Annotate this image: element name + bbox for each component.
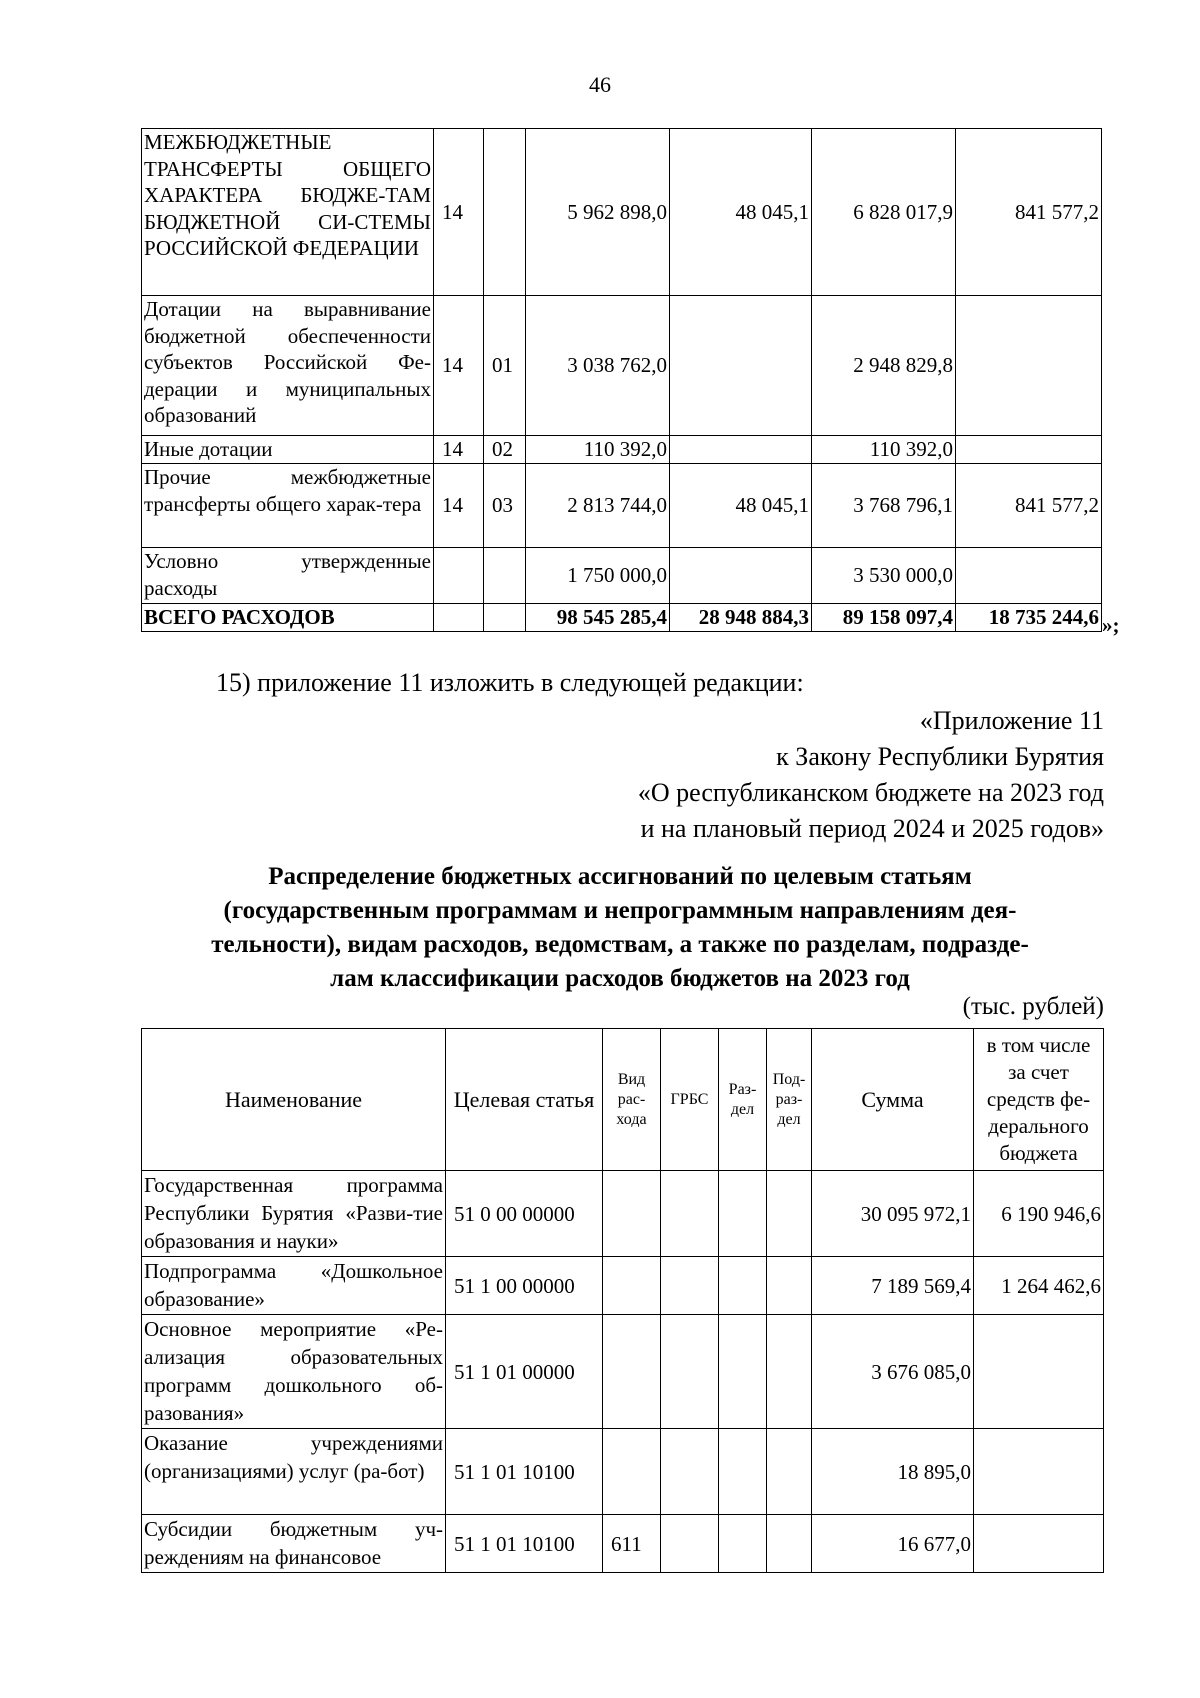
row-podrazdel	[767, 1171, 812, 1257]
row-name: Основное мероприятие «Ре-ализация образовательных программ дошкольного об-разования»	[142, 1315, 446, 1429]
row-razdel	[719, 1257, 767, 1315]
header-razdel-line: Раз-	[728, 1080, 757, 1098]
row-sum: 3 676 085,0	[812, 1315, 974, 1429]
row-value-1: 3 038 762,0	[526, 296, 670, 436]
row-value-4	[956, 436, 1102, 464]
row-value-3: 110 392,0	[812, 436, 956, 464]
budget-table-sections	[141, 128, 1102, 632]
total-value-3: 89 158 097,4	[812, 604, 956, 632]
row-value-1: 1 750 000,0	[526, 548, 670, 604]
row-name: Субсидии бюджетным уч-реждениям на финансовое	[142, 1515, 446, 1573]
row-name: Иные дотации	[142, 436, 434, 464]
table-row	[142, 1257, 1104, 1315]
row-section: 14	[434, 129, 484, 296]
header-podrazdel	[767, 1029, 812, 1171]
row-section: 14	[434, 436, 484, 464]
header-razdel-line: дел	[730, 1100, 755, 1118]
total-value-2: 28 948 884,3	[670, 604, 812, 632]
budget-table-targets	[141, 1028, 1104, 1573]
row-subsection: 01	[484, 296, 526, 436]
row-sum: 16 677,0	[812, 1515, 974, 1573]
row-federal	[974, 1515, 1104, 1573]
table-row	[142, 436, 1102, 464]
row-vid	[603, 1171, 661, 1257]
row-section: 14	[434, 296, 484, 436]
row-grbs	[661, 1515, 719, 1573]
row-federal	[974, 1429, 1104, 1515]
total-value-1: 98 545 285,4	[526, 604, 670, 632]
header-sum: Сумма	[812, 1029, 974, 1171]
title-line-3: тельности), видам расходов, ведомствам, а также по разделам, подразде-	[211, 931, 1029, 958]
header-federal	[974, 1029, 1104, 1171]
header-federal-line: за счет	[1008, 1060, 1069, 1084]
title-line-2: (государственным программам и непрограммным направлениям дея-	[223, 897, 1017, 924]
row-grbs	[661, 1171, 719, 1257]
header-federal-line: в том числе	[986, 1033, 1091, 1057]
row-subsection	[484, 129, 526, 296]
row-value-3: 3 530 000,0	[812, 548, 956, 604]
row-name: Прочие межбюджетные трансферты общего харак-тера	[142, 464, 434, 548]
row-value-3: 2 948 829,8	[812, 296, 956, 436]
row-razdel	[719, 1315, 767, 1429]
row-name: Подпрограмма «Дошкольное образование»	[142, 1257, 446, 1315]
total-row	[142, 604, 1102, 632]
row-subsection: 02	[484, 436, 526, 464]
appendix-line-1: «Приложение 11	[919, 706, 1104, 735]
row-sum: 30 095 972,1	[812, 1171, 974, 1257]
row-value-4	[956, 548, 1102, 604]
row-value-1: 110 392,0	[526, 436, 670, 464]
row-value-4: 841 577,2	[956, 464, 1102, 548]
row-vid	[603, 1315, 661, 1429]
row-value-2: 48 045,1	[670, 129, 812, 296]
units-label: (тыс. рублей)	[962, 993, 1104, 1020]
row-subsection: 03	[484, 464, 526, 548]
table-row	[142, 1515, 1104, 1573]
row-name: МЕЖБЮДЖЕТНЫЕ ТРАНСФЕРТЫ ОБЩЕГО ХАРАКТЕРА БЮДЖЕ-ТАМ БЮДЖЕТНОЙ СИ-СТЕМЫ РОССИЙСКОЙ ФЕДЕРАЦИИ	[142, 129, 434, 296]
row-federal: 1 264 462,6	[974, 1257, 1104, 1315]
table-row	[142, 129, 1102, 296]
document-title	[140, 860, 1100, 996]
table-row	[142, 296, 1102, 436]
row-vid	[603, 1257, 661, 1315]
row-target: 51 1 00 00000	[446, 1257, 603, 1315]
header-vid	[603, 1029, 661, 1171]
row-podrazdel	[767, 1315, 812, 1429]
row-federal	[974, 1315, 1104, 1429]
row-name: Условно утвержденные расходы	[142, 548, 434, 604]
row-grbs	[661, 1257, 719, 1315]
table-row	[142, 1315, 1104, 1429]
row-value-2	[670, 548, 812, 604]
row-section	[434, 604, 484, 632]
page-number: 46	[589, 72, 611, 97]
closing-quote: »;	[1102, 613, 1120, 637]
row-value-2	[670, 436, 812, 464]
row-target: 51 1 01 10100	[446, 1515, 603, 1573]
header-target: Целевая статья	[446, 1029, 603, 1171]
header-grbs: ГРБС	[661, 1029, 719, 1171]
appendix-line-3: «О республиканском бюджете на 2023 год	[637, 778, 1104, 807]
table-row	[142, 464, 1102, 548]
row-vid	[603, 1429, 661, 1515]
row-target: 51 1 01 10100	[446, 1429, 603, 1515]
row-target: 51 1 01 00000	[446, 1315, 603, 1429]
header-podrazdel-line: дел	[777, 1110, 801, 1128]
row-value-2: 48 045,1	[670, 464, 812, 548]
appendix-line-2: к Закону Республики Бурятия	[776, 742, 1104, 771]
header-vid-line: рас-	[617, 1090, 646, 1108]
header-federal-line: дерального	[988, 1114, 1089, 1138]
row-podrazdel	[767, 1515, 812, 1573]
title-line-4: лам классификации расходов бюджетов на 2023 год	[330, 965, 910, 992]
appendix-line-4: и на плановый период 2024 и 2025 годов»	[640, 814, 1104, 843]
row-value-4: 841 577,2	[956, 129, 1102, 296]
header-vid-line: Вид	[617, 1070, 646, 1088]
title-line-1: Распределение бюджетных ассигнований по целевым статьям	[268, 863, 972, 890]
total-label: ВСЕГО РАСХОДОВ	[142, 604, 434, 632]
row-value-1: 5 962 898,0	[526, 129, 670, 296]
row-subsection	[484, 604, 526, 632]
row-vid: 611	[603, 1515, 661, 1573]
header-podrazdel-line: раз-	[775, 1090, 803, 1108]
row-name: Оказание учреждениями (организациями) услуг (ра-бот)	[142, 1429, 446, 1515]
row-name: Государственная программа Республики Бурятия «Разви-тие образования и науки»	[142, 1171, 446, 1257]
total-value-4: 18 735 244,6	[956, 604, 1102, 632]
header-row	[142, 1029, 1104, 1171]
row-razdel	[719, 1515, 767, 1573]
header-vid-line: хода	[616, 1110, 647, 1128]
row-value-3: 6 828 017,9	[812, 129, 956, 296]
row-name: Дотации на выравнивание бюджетной обеспеченности субъектов Российской Фе-дерации и муниципальных образований	[142, 296, 434, 436]
row-federal: 6 190 946,6	[974, 1171, 1104, 1257]
header-podrazdel-line: Под-	[772, 1070, 806, 1088]
row-sum: 7 189 569,4	[812, 1257, 974, 1315]
row-sum: 18 895,0	[812, 1429, 974, 1515]
table-row	[142, 548, 1102, 604]
row-section	[434, 548, 484, 604]
row-razdel	[719, 1429, 767, 1515]
row-subsection	[484, 548, 526, 604]
row-razdel	[719, 1171, 767, 1257]
table-row	[142, 1171, 1104, 1257]
row-section: 14	[434, 464, 484, 548]
row-value-2	[670, 296, 812, 436]
header-federal-line: средств фе-	[986, 1087, 1091, 1111]
row-value-3: 3 768 796,1	[812, 464, 956, 548]
header-razdel	[719, 1029, 767, 1171]
row-target: 51 0 00 00000	[446, 1171, 603, 1257]
row-grbs	[661, 1315, 719, 1429]
row-podrazdel	[767, 1257, 812, 1315]
row-podrazdel	[767, 1429, 812, 1515]
header-federal-line: бюджета	[999, 1141, 1078, 1165]
row-value-1: 2 813 744,0	[526, 464, 670, 548]
table-row	[142, 1429, 1104, 1515]
row-grbs	[661, 1429, 719, 1515]
header-name: Наименование	[142, 1029, 446, 1171]
instruction-text: 15) приложение 11 изложить в следующей редакции:	[216, 668, 804, 697]
row-value-4	[956, 296, 1102, 436]
